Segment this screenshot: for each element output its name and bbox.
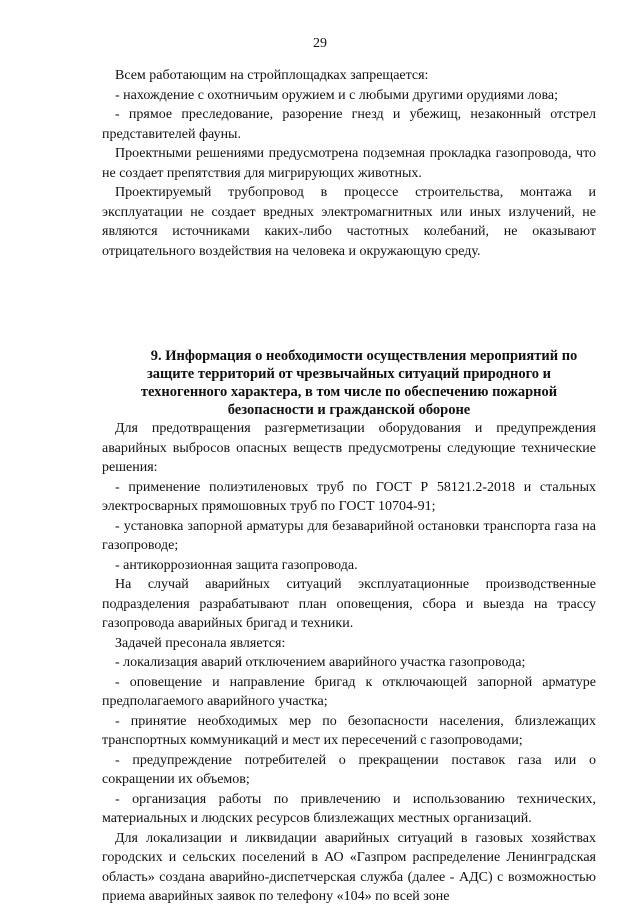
section-emergency-measures [102, 347, 596, 907]
list-item: - прямое преследование, разорение гнезд и убежищ, незаконный отстрел представителей фауны. [102, 107, 596, 142]
paragraph: Всем работающим на стройплощадках запрещается: [115, 68, 429, 83]
page-number: 29 [313, 36, 327, 51]
paragraph: Для предотвращения разгерметизации оборудования и предупреждения аварийных выбросов опасных веществ предусмотрены следующие технические решения: [102, 421, 596, 475]
list-item: - принятие необходимых мер по безопасности населения, близлежащих транспортных коммуникаций и мест их пересечений с газопроводами; [102, 713, 596, 748]
paragraph: Для локализации и ликвидации аварийных ситуаций в газовых хозяйствах городских и сельских поселений в АО «Газпром распределение Ленинградская область» создана аварийно-диспетчерская служба (далее - АДС) с возможностью приема аварийных заявок по телефону «104» по всей зоне [102, 830, 596, 904]
section-heading-rest: защите территорий от чрезвычайных ситуаций природного и техногенного характера, в том числе по обеспечению пожарной безопасности и гражданской обороне [140, 366, 558, 418]
list-item: - применение полиэтиленовых труб по ГОСТ Р 58121.2-2018 и стальных электросварных прямошовных труб по ГОСТ 10704-91; [102, 479, 596, 514]
paragraph: На случай аварийных ситуаций эксплуатационные производственные подразделения разрабатывают план оповещения, сбора и выезда на трассу газопровода аварийных бригад и техники. [102, 577, 596, 631]
list-item: - оповещение и направление бригад к отключающей запорной арматуре предполагаемого аварийного участка; [102, 674, 596, 709]
list-item: - нахождение с охотничьим оружием и с любыми другими орудиями лова; [115, 87, 559, 103]
list-item: - установка запорной арматуры для безаварийной остановки транспорта газа на газопроводе; [102, 518, 596, 553]
list-item: - организация работы по привлечению и использованию технических, материальных и людских ресурсов близлежащих местных организаций. [102, 791, 596, 826]
paragraph: Проектными решениями предусмотрена подземная прокладка газопровода, что не создает препятствия для мигрирующих животных. [102, 146, 596, 181]
list-item: - локализация аварий отключением аварийного участка газопровода; [115, 655, 526, 670]
section-fauna-protection [102, 66, 596, 261]
paragraph: Проектируемый трубопровод в процессе строительства, монтажа и эксплуатации не создает вредных электромагнитных или иных излучений, не являются источниками каких-либо частотных колебаний, не оказывают отрицательного воздействия на человека и окружающую среду. [102, 185, 596, 259]
list-item: - антикоррозионная защита газопровода. [115, 557, 358, 573]
list-item: - предупреждение потребителей о прекращении поставок газа или о сокращении их объемов; [102, 752, 596, 787]
paragraph: Задачей пресонала является: [115, 635, 286, 651]
section-heading [102, 347, 596, 419]
section-heading-line-1: 9. Информация о необходимости осуществления мероприятий по [150, 348, 578, 364]
